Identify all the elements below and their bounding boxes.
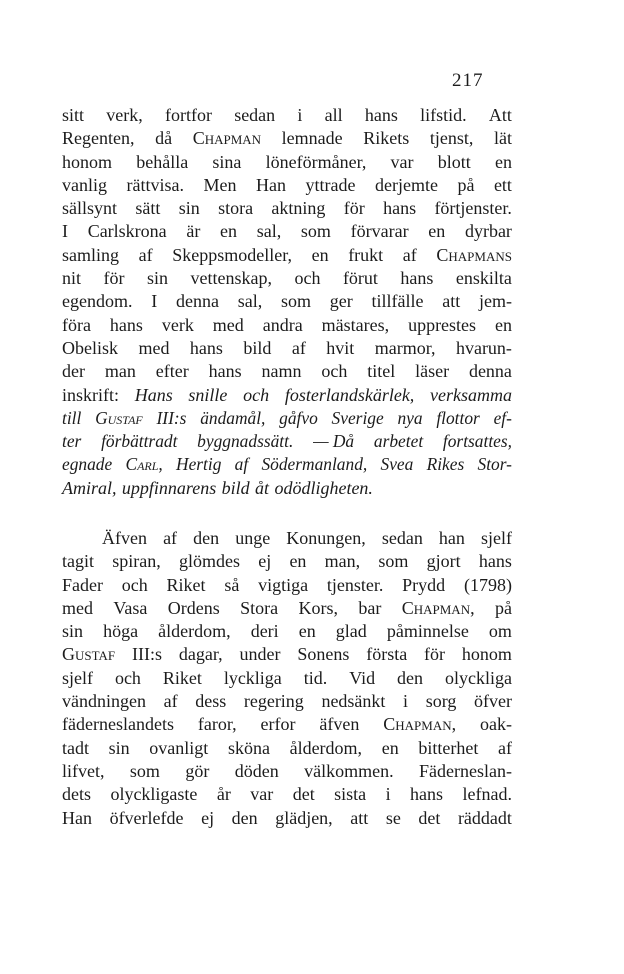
word: Skeppsmodeller, (172, 244, 292, 265)
text-line (62, 620, 512, 643)
word: glad (335, 621, 367, 642)
word: odödligheten. (274, 477, 373, 498)
word: Kors, (298, 597, 338, 618)
word: I (151, 291, 158, 312)
word: och (294, 268, 321, 289)
word: enskilta (455, 268, 512, 289)
word: sedan (234, 105, 276, 125)
word: byggnadssätt. (197, 431, 294, 452)
word: af (163, 691, 178, 712)
text-line (62, 430, 512, 453)
word: sin (178, 198, 200, 219)
word: hans (208, 361, 242, 382)
word: Rikes (426, 454, 465, 475)
word: Fäderneslan- (419, 760, 512, 781)
word: ef- (493, 407, 512, 428)
text-line (62, 783, 512, 806)
text-line (62, 574, 512, 597)
word: hans (400, 268, 434, 289)
text-line (62, 151, 512, 174)
word: tagit (62, 551, 94, 572)
word: och (321, 361, 348, 382)
word: sätt (135, 198, 161, 219)
word: oak- (480, 714, 512, 735)
word: III:s (132, 644, 162, 665)
word: Riket (166, 574, 206, 595)
word: till (62, 407, 82, 428)
word: under (239, 644, 281, 665)
word: uppfinnarens (121, 477, 217, 498)
word: verk, (106, 105, 143, 125)
text-line (62, 527, 512, 550)
word: en (298, 621, 316, 642)
word: der (62, 361, 85, 382)
word: Regenten, (62, 128, 135, 149)
word: af (138, 244, 153, 265)
word: lefnad. (462, 784, 512, 805)
word: nya (397, 407, 423, 428)
word: Carlskrona (87, 221, 167, 242)
word: som (378, 551, 409, 572)
word: flottor (436, 407, 480, 428)
text-line (62, 360, 512, 383)
text-line (62, 713, 512, 736)
word: en (494, 151, 512, 172)
word: hans (478, 551, 512, 572)
word: Sonens (297, 644, 350, 665)
word: hans (109, 314, 143, 335)
word: den (397, 667, 424, 688)
word: bar (358, 597, 382, 618)
word: den (193, 528, 220, 548)
word: Svea (380, 454, 414, 475)
word: af (402, 244, 417, 265)
word: tid. (303, 667, 328, 688)
word: Gustaf (62, 644, 116, 665)
word: Han (62, 807, 92, 828)
text-line (62, 807, 512, 830)
word: ändamål, (200, 407, 266, 428)
word: Hertig (176, 454, 222, 475)
word: vändningen (62, 691, 146, 712)
word: Han (255, 174, 286, 195)
word: dyrbar (464, 221, 512, 242)
word: och (114, 667, 141, 688)
word: förut (342, 268, 378, 289)
word: af (291, 337, 306, 358)
word: sista (334, 784, 367, 805)
word: räddadt (457, 807, 512, 828)
word: nedsänkt (321, 691, 386, 712)
word: spiran, (112, 551, 161, 572)
word: ter (62, 431, 82, 452)
word: det (292, 784, 315, 805)
word: denna (175, 291, 219, 312)
word: sedan (381, 528, 423, 548)
word: fortsattes, (442, 431, 512, 452)
word: en (311, 244, 329, 265)
word: egnade (62, 454, 113, 475)
text-line (62, 550, 512, 573)
word: af (234, 454, 249, 475)
word: I (62, 221, 68, 242)
word: välkommen. (304, 760, 394, 781)
word: Sverige (331, 407, 384, 428)
word: Chapman, (383, 714, 457, 735)
text-line (62, 643, 512, 666)
word: med (62, 597, 93, 618)
word: lifstid. (420, 105, 467, 125)
word: så (224, 574, 240, 595)
text-line (62, 290, 512, 313)
word: honom (62, 151, 113, 172)
word: en (428, 221, 446, 242)
word: hans (383, 198, 417, 219)
word: tillfälle (371, 291, 424, 312)
word: bild (221, 477, 250, 498)
word: som (280, 291, 311, 312)
word: Att (488, 105, 512, 125)
word: Ordens (167, 597, 220, 618)
word: en (494, 314, 512, 335)
word: hans (364, 105, 398, 125)
text-line (62, 667, 512, 690)
word: Stor- (477, 454, 512, 475)
word: var (390, 151, 414, 172)
word: Obelisk (62, 337, 118, 358)
word: och (121, 574, 148, 595)
word: nit (62, 268, 82, 289)
word: regering (243, 691, 304, 712)
word: rättvisa. (126, 174, 184, 195)
word: marmor, (374, 337, 436, 358)
word: ålderdom, (289, 737, 363, 758)
word: öfver (474, 691, 512, 712)
word: all (324, 105, 343, 125)
word: i (385, 784, 391, 805)
word: glömdes (178, 551, 240, 572)
word: gör (185, 760, 210, 781)
word: man, (324, 551, 361, 572)
word: och (243, 384, 270, 405)
word: samling (62, 244, 119, 265)
word: sal, (237, 291, 263, 312)
word: hvarun- (455, 337, 512, 358)
word: (1798) (463, 574, 512, 595)
word: af (497, 737, 512, 758)
word: olyckligaste (110, 784, 198, 805)
word: Chapmans (436, 244, 512, 265)
word: Vasa (113, 597, 148, 618)
word: sköna (227, 737, 270, 758)
word: för (343, 198, 365, 219)
word: sitt (62, 105, 85, 125)
word: se (385, 807, 401, 828)
word: han (438, 528, 465, 548)
text-line (62, 737, 512, 760)
word: förvarar (350, 221, 409, 242)
word: sjelf (62, 667, 93, 688)
word: på (457, 174, 475, 195)
word: sin (108, 737, 130, 758)
word: ett (493, 174, 512, 195)
word: erfor (260, 714, 296, 735)
paragraph-1 (62, 104, 512, 500)
word: i (297, 105, 303, 125)
word: sin (62, 621, 84, 642)
word: hans (410, 784, 444, 805)
text-line (62, 384, 512, 407)
word: första (366, 644, 408, 665)
word: — Då (313, 431, 355, 452)
text-line (62, 407, 512, 430)
word: sal, (256, 221, 282, 242)
word: namn (261, 361, 302, 382)
word: ej (258, 551, 272, 572)
word: vettenskap, (190, 268, 272, 289)
word: af (163, 528, 178, 548)
word: vigtiga (258, 574, 309, 595)
word: Rikets (363, 128, 410, 149)
word: en (289, 551, 307, 572)
word: föra (62, 314, 91, 335)
word: Fader (62, 574, 103, 595)
word: lemnade (281, 128, 343, 149)
word: gåfvo (279, 407, 318, 428)
word: lifvet, (62, 760, 105, 781)
word: sina (212, 151, 242, 172)
word: aktning (271, 198, 326, 219)
word: Äfven (102, 528, 147, 548)
word: döden (234, 760, 279, 781)
word: verk (161, 314, 194, 335)
word: Södermanland, (261, 454, 368, 475)
text-line (62, 174, 512, 197)
word: påminnelse (386, 621, 469, 642)
word: III:s (156, 407, 187, 428)
word: åt (255, 477, 270, 498)
text-line (62, 597, 512, 620)
word: läser (415, 361, 450, 382)
text-line (62, 453, 512, 476)
word: löneförmåner, (265, 151, 367, 172)
word: mästares, (321, 314, 390, 335)
word: titel (367, 361, 396, 382)
word: höga (103, 621, 139, 642)
text-line (62, 314, 512, 337)
word: för (103, 268, 125, 289)
word: för (424, 644, 446, 665)
word: unge (235, 528, 271, 548)
word: sorg (425, 691, 457, 712)
text-line (62, 197, 512, 220)
word: att (442, 291, 461, 312)
word: är (186, 221, 201, 242)
word: i (403, 691, 409, 712)
word: Prydd (402, 574, 446, 595)
word: denna (468, 361, 512, 382)
word: stora (218, 198, 254, 219)
word: ej (201, 807, 215, 828)
word: olyckliga (444, 667, 512, 688)
word: snille (188, 384, 228, 405)
text-line (62, 127, 512, 150)
word: om (488, 621, 512, 642)
word: fosterlandskärlek, (284, 384, 415, 405)
word: med (138, 337, 170, 358)
word: gjort (426, 551, 461, 572)
word: förtjenster. (434, 198, 512, 219)
word: att (350, 807, 369, 828)
word: bild (243, 337, 272, 358)
word: Konungen, (286, 528, 366, 548)
word: verksamma (430, 384, 512, 405)
text-line (62, 220, 512, 243)
word: egendom. (62, 291, 133, 312)
word: Vid (349, 667, 376, 688)
word: lyckliga (223, 667, 282, 688)
text-line (62, 244, 512, 267)
word: dets (62, 784, 91, 805)
word: det (418, 807, 441, 828)
word: den (231, 807, 258, 828)
word: Hans (134, 384, 173, 405)
text-line (62, 337, 512, 360)
word: med (212, 314, 244, 335)
word: fäderneslandets (62, 714, 174, 735)
word: dagar, (178, 644, 223, 665)
word: deri (250, 621, 279, 642)
word: ger (329, 291, 353, 312)
word: honom (461, 644, 512, 665)
word: tjenster. (326, 574, 384, 595)
word: sjelf (481, 528, 512, 548)
word: sin (146, 268, 168, 289)
word: arbetet (373, 431, 424, 452)
text-line (62, 760, 512, 783)
word: efter (155, 361, 189, 382)
word: tadt (62, 737, 89, 758)
word: jem- (478, 291, 512, 312)
word: på (494, 597, 512, 618)
word: Carl, (125, 454, 163, 475)
word: yttrade (305, 174, 356, 195)
word: Riket (162, 667, 202, 688)
word: lät (494, 128, 512, 149)
word: derjemte (374, 174, 438, 195)
word: Chapman, (401, 597, 475, 618)
word: upprestes (408, 314, 477, 335)
word: sällsynt (62, 198, 118, 219)
word: som (300, 221, 331, 242)
word: år (216, 784, 231, 805)
word: äfven (319, 714, 360, 735)
text-line (62, 690, 512, 713)
paragraph-2 (62, 527, 512, 830)
word: Men (203, 174, 237, 195)
word: vanlig (62, 174, 107, 195)
text-line (62, 477, 512, 500)
word: andra (262, 314, 303, 335)
word: som (129, 760, 160, 781)
word: man (104, 361, 136, 382)
word: blott (437, 151, 471, 172)
word: faror, (197, 714, 237, 735)
word: Gustaf (95, 407, 143, 428)
word: Chapman (192, 128, 262, 149)
word: var (250, 784, 274, 805)
word: behålla (136, 151, 189, 172)
word: hvit (326, 337, 355, 358)
word: förbättradt (101, 431, 178, 452)
word: frukt (348, 244, 384, 265)
word: ålderdom, (158, 621, 231, 642)
word: en (381, 737, 399, 758)
word: då (155, 128, 173, 149)
word: dess (195, 691, 227, 712)
word: fortfor (164, 105, 212, 125)
word: Stora (240, 597, 279, 618)
word: öfverlefde (109, 807, 184, 828)
word: inskrift: (62, 384, 119, 405)
text-line (62, 267, 512, 290)
word: Amiral, (62, 477, 117, 498)
word: glädjen, (275, 807, 333, 828)
word: bitterhet (418, 737, 479, 758)
word: hans (189, 337, 223, 358)
word: ovanligt (149, 737, 209, 758)
word: tjenst, (429, 128, 474, 149)
page-number: 217 (452, 70, 484, 91)
word: en (220, 221, 238, 242)
text-line (62, 104, 512, 127)
